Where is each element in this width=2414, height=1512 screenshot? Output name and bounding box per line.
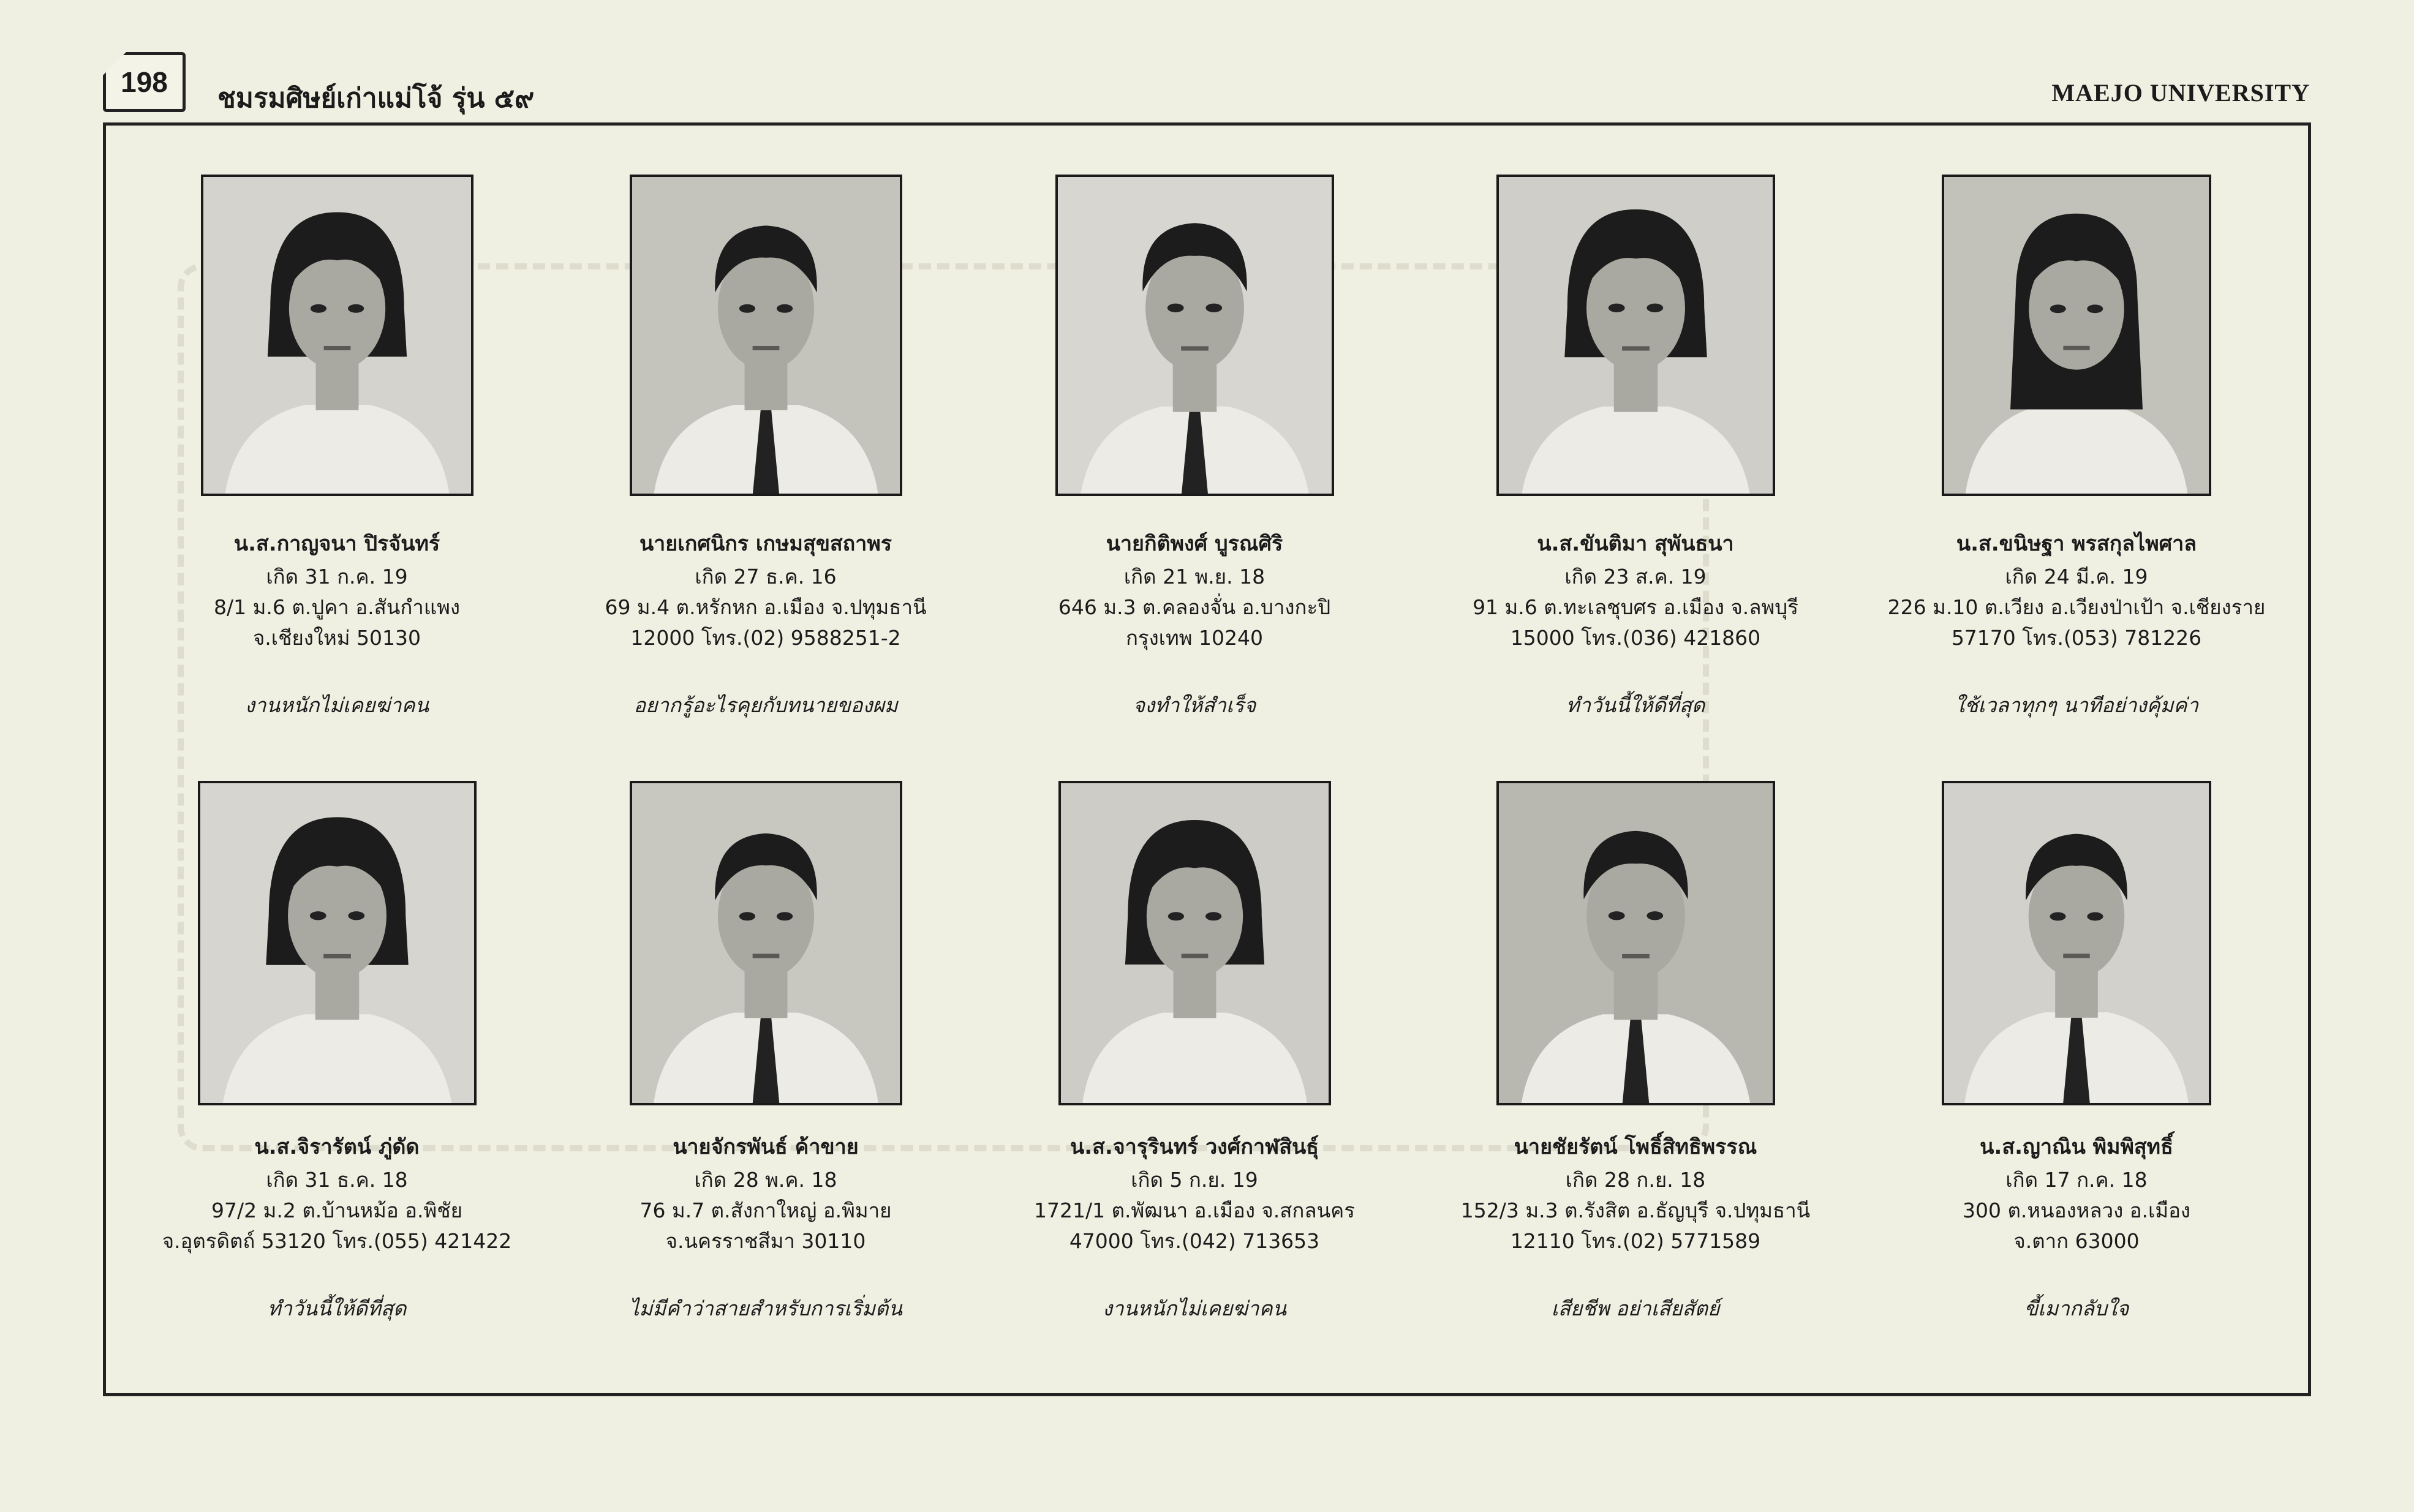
student-name: น.ส.กาญจนา ปิรจันทร์ xyxy=(233,532,440,556)
page-title: ชมรมศิษย์เก่าแม่โจ้ รุ่น ๕๙ xyxy=(217,83,535,114)
student-motto: เสียชีพ อย่าเสียสัตย์ xyxy=(1551,1296,1720,1320)
student-birthdate: เกิด 24 มี.ค. 19 xyxy=(2005,565,2148,589)
student-birthdate: เกิด 27 ธ.ค. 16 xyxy=(695,565,837,589)
student-motto: ไม่มีคำว่าสายสำหรับการเริ่มต้น xyxy=(629,1296,902,1320)
student-birthdate: เกิด 31 ก.ค. 19 xyxy=(266,565,408,589)
student-photo xyxy=(1055,175,1334,496)
student-photo xyxy=(630,175,902,496)
student-motto: งานหนักไม่เคยฆ่าคน xyxy=(1102,1296,1287,1320)
page-number: 198 xyxy=(121,66,168,98)
student-name: น.ส.จิรารัตน์ ภู่ดัด xyxy=(254,1135,420,1159)
student-address-line: 646 ม.3 ต.คลองจั่น อ.บางกะปิ xyxy=(1058,595,1331,619)
student-motto: ทำวันนี้ให้ดีที่สุด xyxy=(267,1296,407,1320)
student-address-line: จ.อุตรดิตถ์ 53120 โทร.(055) 421422 xyxy=(162,1229,512,1253)
student-name: น.ส.ขันติมา สุพันธนา xyxy=(1537,532,1734,556)
student-name: น.ส.ญาณิน พิมพิสุทธิ์ xyxy=(1980,1135,2173,1159)
student-address-line: 12000 โทร.(02) 9588251-2 xyxy=(630,626,901,650)
student-birthdate: เกิด 28 พ.ค. 18 xyxy=(694,1168,837,1192)
student-photo xyxy=(1496,175,1775,496)
student-photo xyxy=(1058,781,1331,1105)
publisher-name: MAEJO UNIVERSITY xyxy=(2051,79,2310,107)
student-address-line: 1721/1 ต.พัฒนา อ.เมือง จ.สกลนคร xyxy=(1034,1198,1355,1222)
student-address-line: 152/3 ม.3 ต.รังสิต อ.ธัญบุรี จ.ปทุมธานี xyxy=(1460,1198,1811,1222)
student-birthdate: เกิด 31 ธ.ค. 18 xyxy=(266,1168,408,1192)
student-address-line: 91 ม.6 ต.ทะเลชุบศร อ.เมือง จ.ลพบุรี xyxy=(1473,595,1798,619)
student-address-line: กรุงเทพ 10240 xyxy=(1125,626,1264,650)
student-name: นายเกศนิกร เกษมสุขสถาพร xyxy=(639,532,892,556)
student-address-line: 8/1 ม.6 ต.ปูคา อ.สันกำแพง xyxy=(214,595,460,619)
student-photo xyxy=(1942,175,2211,496)
student-birthdate: เกิด 28 ก.ย. 18 xyxy=(1565,1168,1706,1192)
student-name: นายจักรพันธ์ ค้าขาย xyxy=(673,1135,859,1159)
student-address-line: 300 ต.หนองหลวง อ.เมือง xyxy=(1962,1198,2191,1222)
student-motto: จงทำให้สำเร็จ xyxy=(1133,693,1256,717)
student-name: นายกิติพงศ์ บูรณศิริ xyxy=(1106,532,1283,556)
student-photo xyxy=(198,781,477,1105)
student-birthdate: เกิด 5 ก.ย. 19 xyxy=(1131,1168,1258,1192)
student-address-line: 57170 โทร.(053) 781226 xyxy=(1951,626,2202,650)
student-birthdate: เกิด 17 ก.ค. 18 xyxy=(2005,1168,2148,1192)
student-name: น.ส.ขนิษฐา พรสกุลไพศาล xyxy=(1956,532,2197,556)
student-name: นายชัยรัตน์ โพธิ์สิทธิพรรณ xyxy=(1514,1135,1757,1159)
student-motto: ขี้เมากลับใจ xyxy=(2024,1296,2129,1320)
student-photo xyxy=(1496,781,1775,1105)
student-birthdate: เกิด 23 ส.ค. 19 xyxy=(1564,565,1707,589)
student-address-line: 76 ม.7 ต.สังกาใหญ่ อ.พิมาย xyxy=(639,1198,892,1222)
student-address-line: 15000 โทร.(036) 421860 xyxy=(1510,626,1761,650)
student-address-line: จ.เชียงใหม่ 50130 xyxy=(252,626,421,650)
student-birthdate: เกิด 21 พ.ย. 18 xyxy=(1123,565,1265,589)
student-address-line: 69 ม.4 ต.หรักหก อ.เมือง จ.ปทุมธานี xyxy=(605,595,927,619)
student-photo xyxy=(201,175,473,496)
student-photo xyxy=(1942,781,2211,1105)
student-address-line: จ.ตาก 63000 xyxy=(2013,1229,2140,1253)
student-photo xyxy=(630,781,902,1105)
student-address-line: 226 ม.10 ต.เวียง อ.เวียงป่าเป้า จ.เชียงราย xyxy=(1887,595,2266,619)
student-motto: งานหนักไม่เคยฆ่าคน xyxy=(244,693,429,717)
student-address-line: 97/2 ม.2 ต.บ้านหม้อ อ.พิชัย xyxy=(211,1198,462,1222)
student-motto: ทำวันนี้ให้ดีที่สุด xyxy=(1566,693,1705,717)
student-address-line: 12110 โทร.(02) 5771589 xyxy=(1510,1229,1761,1253)
page-number-tab xyxy=(103,52,186,112)
student-motto: อยากรู้อะไรคุยกับทนายของผม xyxy=(633,693,898,717)
student-address-line: 47000 โทร.(042) 713653 xyxy=(1069,1229,1320,1253)
student-address-line: จ.นครราชสีมา 30110 xyxy=(665,1229,866,1253)
student-motto: ใช้เวลาทุกๆ นาทีอย่างคุ้มค่า xyxy=(1954,693,2199,717)
student-name: น.ส.จารุรินทร์ วงศ์กาฬสินธุ์ xyxy=(1069,1135,1319,1159)
